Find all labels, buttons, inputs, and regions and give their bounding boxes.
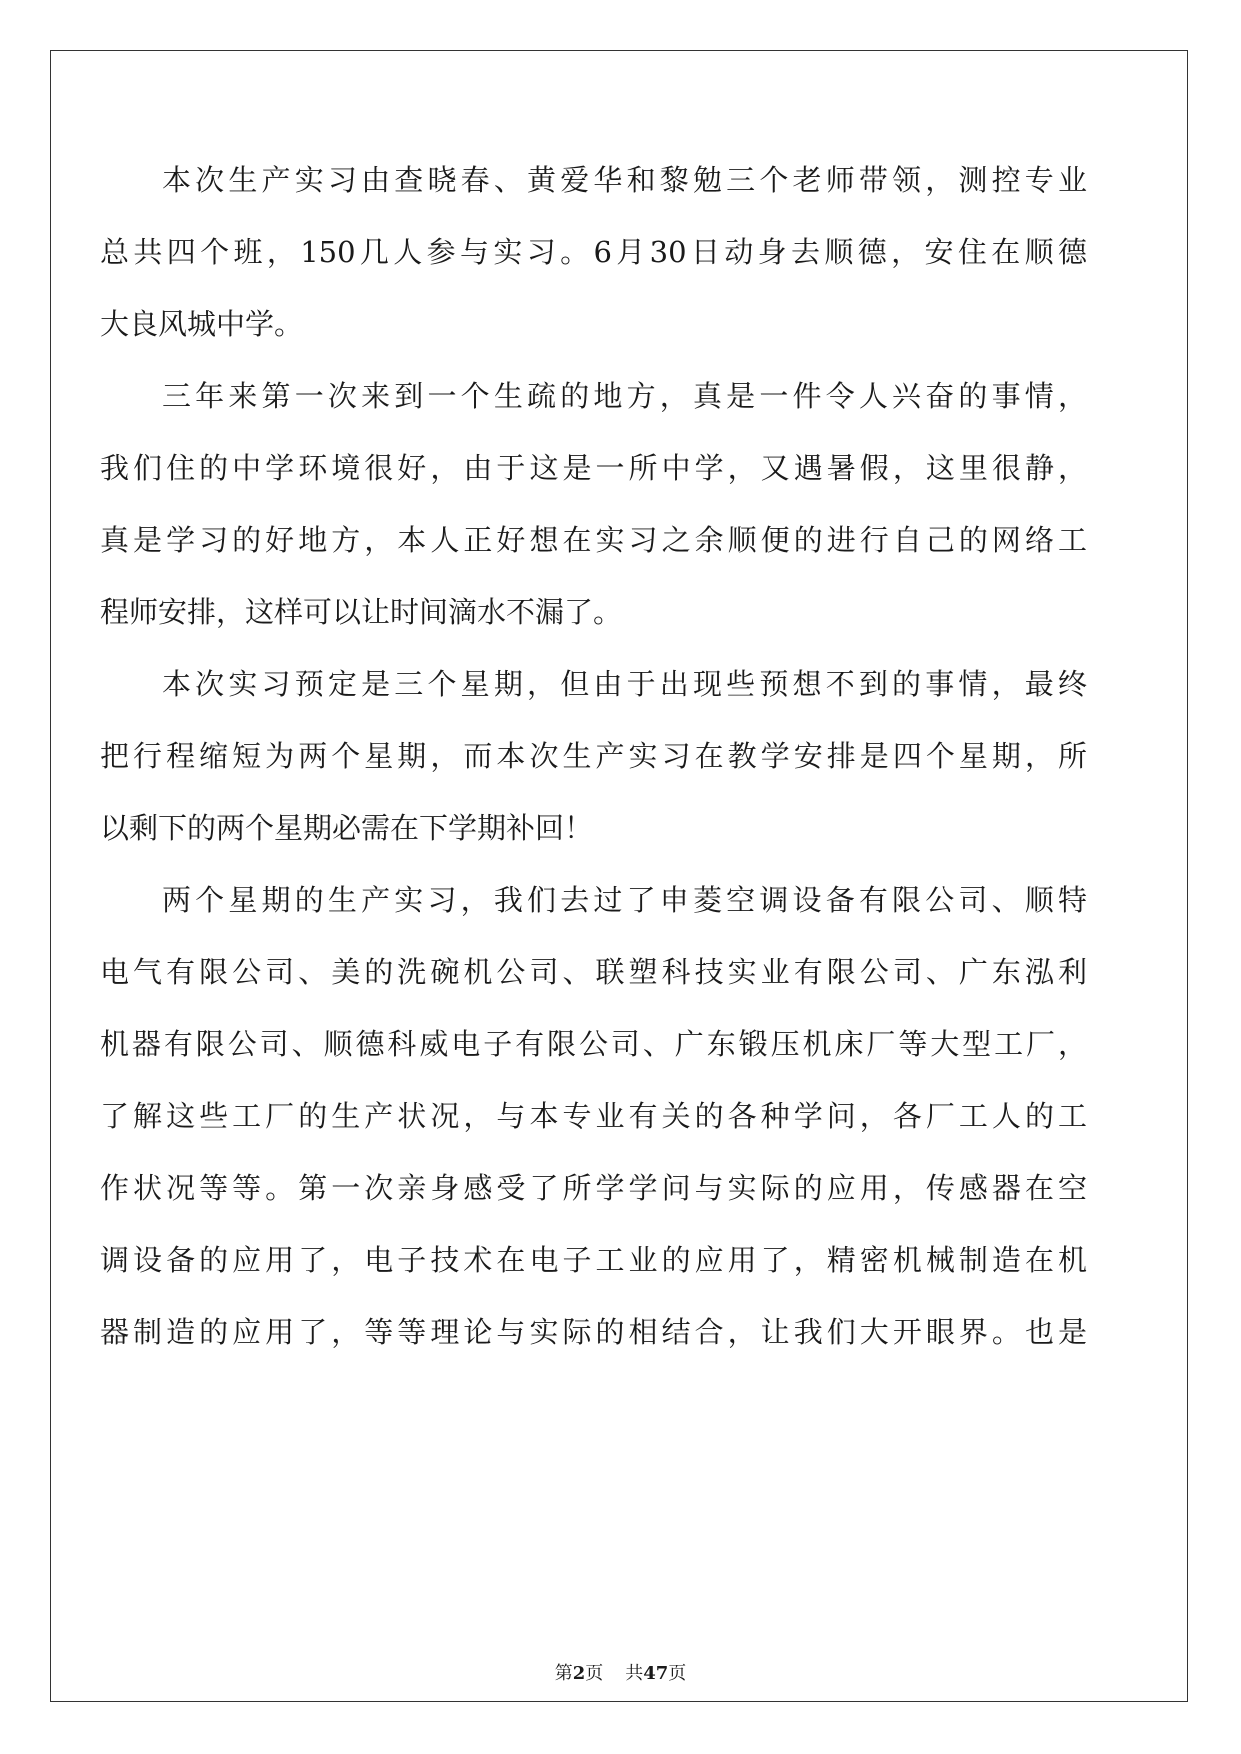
paragraph-4-line-1: 两个星期的生产实习，我们去过了申菱空调设备有限公司、顺特 xyxy=(162,883,1087,917)
paragraph-4-line-3: 机器有限公司、顺德科威电子有限公司、广东锻压机床厂等大型工厂， xyxy=(100,1027,1087,1061)
paragraph-1-line-2: 总共四个班，150几人参与实习。6月30日动身去顺德，安住在顺德 xyxy=(100,235,1087,269)
page-number: 2 xyxy=(572,1663,586,1684)
paragraph-2-line-1: 三年来第一次来到一个生疏的地方，真是一件令人兴奋的事情， xyxy=(162,379,1087,413)
paragraph-4-line-4: 了解这些工厂的生产状况，与本专业有关的各种学问，各厂工人的工 xyxy=(100,1099,1087,1133)
paragraph-3-line-1: 本次实习预定是三个星期，但由于出现些预想不到的事情，最终 xyxy=(162,667,1087,701)
paragraph-1-line-1: 本次生产实习由查晓春、黄爱华和黎勉三个老师带领，测控专业 xyxy=(162,163,1087,197)
total-suffix: 页 xyxy=(668,1663,687,1684)
paragraph-4-line-6: 调设备的应用了，电子技术在电子工业的应用了，精密机械制造在机 xyxy=(100,1243,1087,1277)
paragraph-2-line-3: 真是学习的好地方，本人正好想在实习之余顺便的进行自己的网络工 xyxy=(100,523,1087,557)
total-pages: 47 xyxy=(643,1663,669,1684)
paragraph-1-line-3: 大良风城中学。 xyxy=(100,307,304,341)
paragraph-3-line-2: 把行程缩短为两个星期，而本次生产实习在教学安排是四个星期，所 xyxy=(100,739,1087,773)
paragraph-4-line-2: 电气有限公司、美的洗碗机公司、联塑科技实业有限公司、广东泓利 xyxy=(100,955,1087,989)
paragraph-4-line-5: 作状况等等。第一次亲身感受了所学学问与实际的应用，传感器在空 xyxy=(100,1171,1087,1205)
paragraph-4-line-7: 器制造的应用了，等等理论与实际的相结合，让我们大开眼界。也是 xyxy=(100,1315,1087,1349)
total-prefix: 共 xyxy=(625,1663,644,1684)
page-footer xyxy=(0,1662,1241,1686)
paragraph-3-line-3: 以剩下的两个星期必需在下学期补回！ xyxy=(100,811,594,845)
paragraph-2-line-4: 程师安排，这样可以让时间滴水不漏了。 xyxy=(100,595,623,629)
page-border xyxy=(50,50,1188,1702)
page-suffix: 页 xyxy=(585,1663,604,1684)
paragraph-2-line-2: 我们住的中学环境很好，由于这是一所中学，又遇暑假，这里很静， xyxy=(100,451,1087,485)
page-prefix: 第 xyxy=(554,1663,573,1684)
